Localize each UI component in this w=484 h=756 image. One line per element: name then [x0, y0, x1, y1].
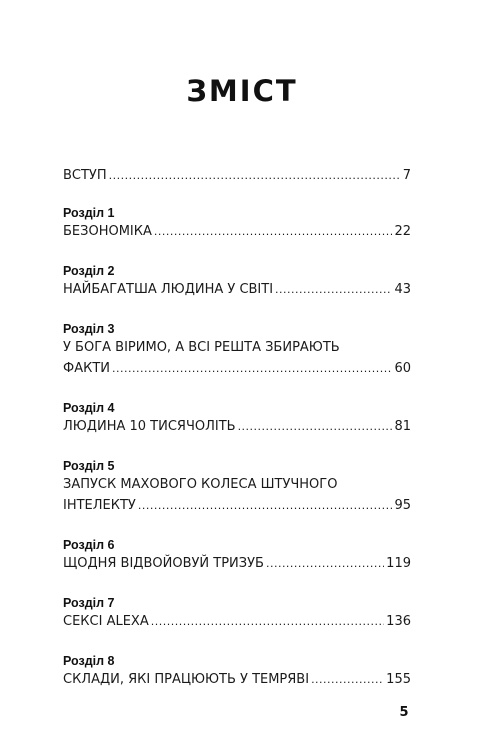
toc-entry-chapter-1 [63, 205, 411, 243]
toc-page-number: 60 [394, 361, 411, 376]
toc-line [63, 670, 411, 691]
toc-entry-chapter-4 [63, 400, 411, 438]
dot-leader [275, 280, 392, 300]
toc-line [63, 475, 411, 496]
toc-entry-title: БЕЗОНОМІКА [63, 224, 152, 239]
toc-line [63, 338, 411, 359]
toc-entry-chapter-5 [63, 458, 411, 517]
toc-line [63, 496, 411, 517]
chapter-label: Розділ 4 [63, 401, 115, 415]
page-number: 5 [399, 705, 409, 720]
toc-line [63, 612, 411, 633]
toc-entry-title: ЩОДНЯ ВІДВОЙОВУЙ ТРИЗУБ [63, 556, 264, 571]
toc-line [63, 359, 411, 380]
toc-entry-chapter-8 [63, 653, 411, 691]
dot-leader [138, 496, 393, 516]
toc-page-number: 119 [386, 556, 411, 571]
toc-page-number: 22 [394, 224, 411, 239]
toc-entry-title: ЗАПУСК МАХОВОГО КОЛЕСА ШТУЧНОГО [63, 477, 338, 492]
table-of-contents [63, 166, 411, 711]
dot-leader [238, 417, 393, 437]
chapter-label: Розділ 5 [63, 459, 115, 473]
chapter-label: Розділ 8 [63, 654, 115, 668]
toc-page-number: 7 [402, 168, 411, 183]
dot-leader [109, 166, 401, 186]
toc-entry-title-continued: ФАКТИ [63, 361, 110, 376]
chapter-label: Розділ 3 [63, 322, 115, 336]
toc-line [63, 554, 411, 575]
toc-line [63, 166, 411, 187]
dot-leader [112, 359, 392, 379]
toc-entry-chapter-6 [63, 537, 411, 575]
toc-entry-chapter-3 [63, 321, 411, 380]
toc-line [63, 280, 411, 301]
chapter-label: Розділ 6 [63, 538, 115, 552]
chapter-label: Розділ 7 [63, 596, 115, 610]
toc-entry-title: ВСТУП [63, 168, 107, 183]
toc-entry-title: ЛЮДИНА 10 ТИСЯЧОЛІТЬ [63, 419, 236, 434]
dot-leader [151, 612, 384, 632]
toc-page-number: 155 [386, 672, 411, 687]
toc-entry-chapter-7 [63, 595, 411, 633]
chapter-label: Розділ 1 [63, 206, 115, 220]
toc-entry-title: НАЙБАГАТША ЛЮДИНА У СВІТІ [63, 282, 274, 297]
toc-entry-title-continued: ІНТЕЛЕКТУ [63, 498, 136, 513]
toc-entry-chapter-2 [63, 263, 411, 301]
chapter-label: Розділ 2 [63, 264, 115, 278]
toc-entry-title: СКЛАДИ, ЯКІ ПРАЦЮЮТЬ У ТЕМРЯВІ [63, 672, 310, 687]
dot-leader [311, 670, 384, 690]
toc-entry-title: У БОГА ВІРИМО, А ВСІ РЕШТА ЗБИРАЮТЬ [63, 340, 340, 355]
dot-leader [266, 554, 384, 574]
toc-line [63, 222, 411, 243]
toc-page-number: 81 [394, 419, 411, 434]
toc-page-number: 136 [386, 614, 411, 629]
toc-entry-intro [63, 166, 411, 187]
dot-leader [154, 222, 393, 242]
page-title: ЗМІСТ [186, 74, 298, 108]
toc-line [63, 417, 411, 438]
toc-page-number: 43 [394, 282, 411, 297]
toc-entry-title: СЕКСІ ALEXA [63, 614, 149, 629]
toc-page-number: 95 [394, 498, 411, 513]
